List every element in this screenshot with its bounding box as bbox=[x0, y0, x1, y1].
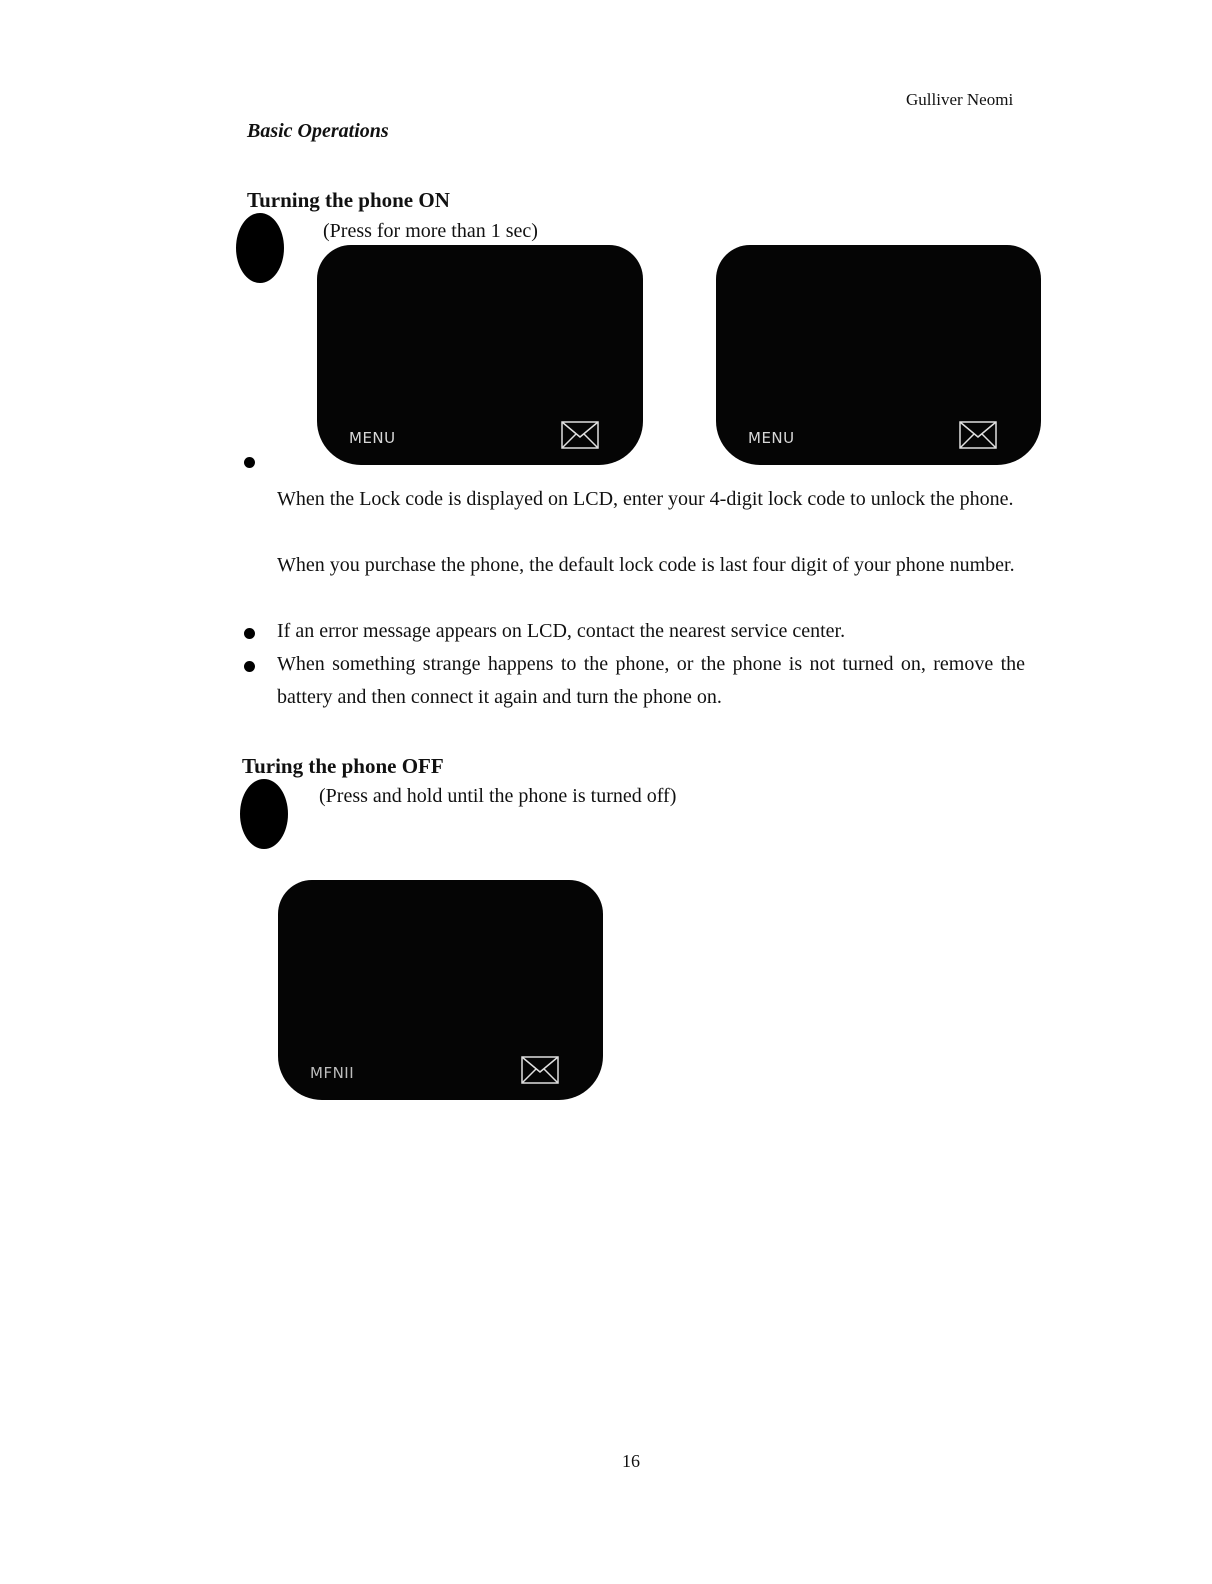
bullet-icon bbox=[244, 457, 255, 468]
bullet-icon bbox=[244, 628, 255, 639]
lcd-softkey-menu: MENU bbox=[349, 429, 396, 447]
paragraph-strange: When something strange happens to the phone, or the phone is not turned on, remove the battery and then connect it again and turn the phone on. bbox=[277, 653, 1025, 708]
lcd-softkey-menu: MFNII bbox=[310, 1064, 355, 1082]
section-title: Basic Operations bbox=[247, 120, 389, 142]
turn-off-heading: Turing the phone OFF bbox=[242, 754, 444, 778]
envelope-icon bbox=[561, 421, 599, 449]
paragraph-error: If an error message appears on LCD, contact the nearest service center. bbox=[277, 620, 846, 642]
lcd-screen-1 bbox=[317, 245, 643, 465]
paragraph-default-lock: When you purchase the phone, the default lock code is last four digit of your phone number. bbox=[277, 554, 1015, 576]
header-brand: Gulliver Neomi bbox=[906, 90, 1014, 109]
turn-off-instruction: (Press and hold until the phone is turned off) bbox=[319, 785, 677, 807]
turn-on-instruction: (Press for more than 1 sec) bbox=[323, 220, 538, 242]
bullet-icon bbox=[244, 661, 255, 672]
lcd-screen-3 bbox=[278, 880, 603, 1100]
power-key-icon bbox=[236, 213, 284, 283]
end-key-icon bbox=[240, 779, 288, 849]
page-number: 16 bbox=[622, 1451, 640, 1471]
lcd-softkey-menu: MENU bbox=[748, 429, 795, 447]
turn-on-heading: Turning the phone ON bbox=[247, 188, 450, 212]
lcd-screen-2 bbox=[716, 245, 1041, 465]
paragraph-lock-code: When the Lock code is displayed on LCD, enter your 4-digit lock code to unlock the phone. bbox=[277, 488, 1014, 510]
envelope-icon bbox=[959, 421, 997, 449]
envelope-icon bbox=[521, 1056, 559, 1084]
